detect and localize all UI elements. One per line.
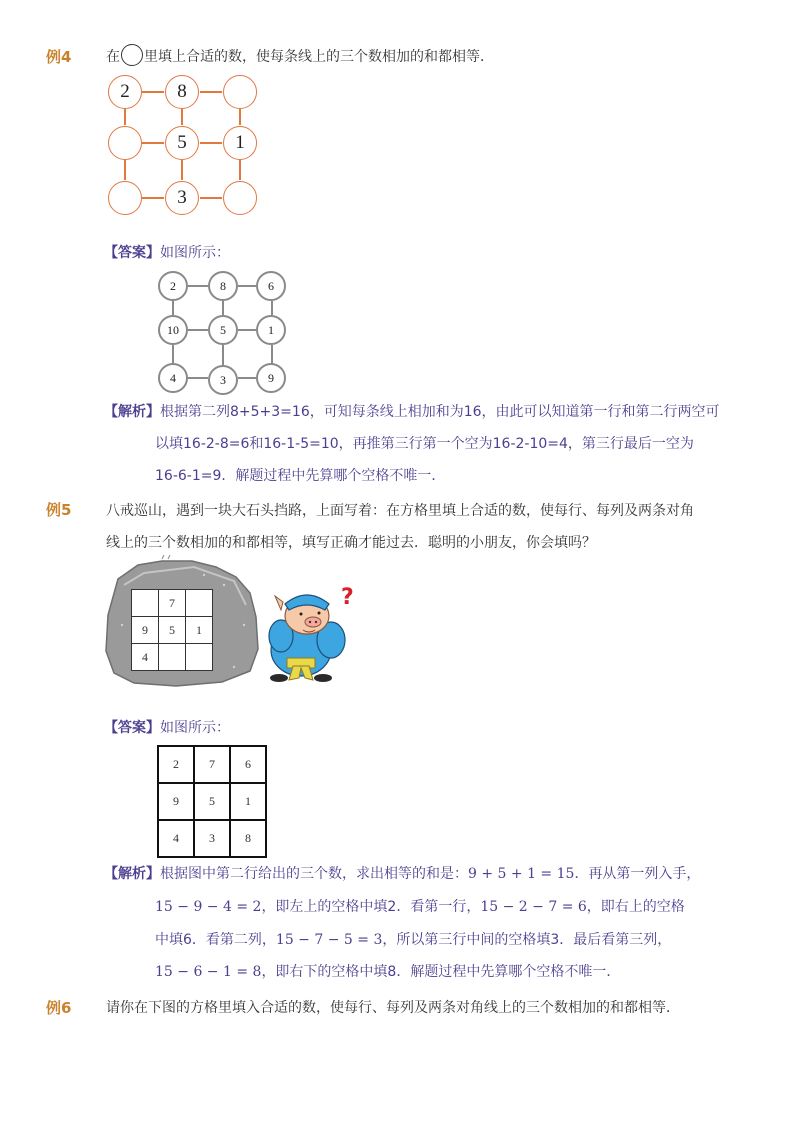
grid-line xyxy=(172,345,174,363)
answer-circle: 5 xyxy=(208,315,238,345)
math-expression: 15 − 2 − 7 = 6 xyxy=(480,899,587,915)
analysis-text: 中填6．看第二列， xyxy=(155,932,276,948)
answer-circle: 6 xyxy=(256,271,286,301)
grid-cell xyxy=(132,590,159,617)
grid-circle: 2 xyxy=(108,75,142,109)
grid-line xyxy=(142,142,164,144)
question-prefix: 在 xyxy=(106,49,120,65)
analysis-text: ，所以第三行中间的空格填3．最后看第三列， xyxy=(382,932,672,948)
grid-line xyxy=(188,329,208,331)
circle-symbol-icon xyxy=(121,44,143,66)
example-5-analysis-line xyxy=(104,864,700,884)
analysis-line: 根据第二列8+5+3=16，可知每条线上相加和为16，由此可以知道第一行和第二行两空可 xyxy=(160,404,720,420)
math-expression: 15 − 9 − 4 = 2 xyxy=(155,899,262,915)
analysis-text: ，即右上的空格 xyxy=(586,899,685,915)
grid-cell xyxy=(186,590,213,617)
grid-line xyxy=(181,160,183,180)
grid-cell: 6 xyxy=(230,746,266,783)
grid-cell: 7 xyxy=(159,590,186,617)
grid-circle: 8 xyxy=(165,75,199,109)
analysis-text: ，即右下的空格中填8．解题过程中先算哪个空格不唯一． xyxy=(261,964,621,980)
grid-circle: 3 xyxy=(165,181,199,215)
grid-cell: 4 xyxy=(158,820,194,857)
grid-line xyxy=(238,329,256,331)
grid-cell: 1 xyxy=(186,617,213,644)
analysis-tag: 【解析】 xyxy=(104,866,160,882)
math-expression: 15 − 7 − 5 = 3 xyxy=(275,932,383,948)
grid-cell: 2 xyxy=(158,746,194,783)
grid-cell: 7 xyxy=(194,746,230,783)
grid-line xyxy=(142,197,164,199)
analysis-text: ，即左上的空格中填2．看第一行， xyxy=(261,899,481,915)
grid-line xyxy=(200,142,222,144)
answer-circle: 3 xyxy=(208,365,238,395)
example-4-label: 例4 xyxy=(46,48,72,66)
answer-tag: 【答案】 xyxy=(104,720,160,736)
grid-cell: 4 xyxy=(132,644,159,671)
grid-line xyxy=(222,301,224,315)
answer-circle: 10 xyxy=(158,315,188,345)
grid-line xyxy=(181,109,183,125)
example-4-analysis xyxy=(104,402,720,422)
grid-line xyxy=(188,377,208,379)
answer-circle: 9 xyxy=(256,363,286,393)
grid-circle xyxy=(108,181,142,215)
grid-cell: 8 xyxy=(230,820,266,857)
grid-line xyxy=(188,285,208,287)
example-6-question: 请你在下图的方格里填入合适的数，使每行、每列及两条对角线上的三个数相加的和都相等． xyxy=(106,1000,680,1016)
example-4-question xyxy=(106,46,494,68)
grid-circle xyxy=(223,75,257,109)
grid-line xyxy=(238,285,256,287)
grid-line xyxy=(239,109,241,125)
grid-circle: 5 xyxy=(165,126,199,160)
grid-line xyxy=(238,377,256,379)
math-expression: 9 + 5 + 1 = 15 xyxy=(468,866,575,882)
answer-circle: 2 xyxy=(158,271,188,301)
answer-circle: 1 xyxy=(256,315,286,345)
analysis-tag: 【解析】 xyxy=(104,404,160,420)
grid-line xyxy=(239,160,241,180)
grid-line xyxy=(200,197,222,199)
question-mark-icon: ? xyxy=(341,585,354,610)
example-5-analysis-line xyxy=(155,930,671,950)
grid-line xyxy=(222,345,224,365)
example-5-analysis-line xyxy=(155,962,620,982)
example-5-analysis-line xyxy=(155,897,685,917)
grid-cell: 1 xyxy=(230,783,266,820)
boulder-puzzle-grid xyxy=(131,589,213,671)
analysis-text: ．再从第一列入手， xyxy=(574,866,701,882)
math-expression: 15 − 6 − 1 = 8 xyxy=(155,964,262,980)
answer-circle: 8 xyxy=(208,271,238,301)
example-5-question-line: 八戒巡山，遇到一块大石头挡路，上面写着：在方格里填上合适的数，使每行、每列及两条对角 xyxy=(106,503,694,519)
grid-cell: 9 xyxy=(158,783,194,820)
example-5-label: 例5 xyxy=(46,501,72,519)
grid-cell xyxy=(186,644,213,671)
grid-cell xyxy=(159,644,186,671)
grid-line xyxy=(271,345,273,365)
analysis-line: 以填16-2-8=6和16-1-5=10，再推第三行第一个空为16-2-10=4，第三行最后一空为 xyxy=(155,436,694,452)
answer-tag: 【答案】 xyxy=(104,245,160,261)
grid-cell: 3 xyxy=(194,820,230,857)
grid-cell: 5 xyxy=(159,617,186,644)
grid-line xyxy=(142,91,164,93)
grid-circle xyxy=(223,181,257,215)
example-6-label: 例6 xyxy=(46,999,72,1017)
analysis-text: 根据图中第二行给出的三个数，求出相等的和是： xyxy=(160,866,468,882)
answer-text: 如图所示： xyxy=(160,720,230,736)
example-5-answer xyxy=(104,718,230,738)
analysis-line: 16-6-1=9．解题过程中先算哪个空格不唯一． xyxy=(155,468,446,484)
grid-line xyxy=(172,301,174,315)
pigsy-cartoon-image xyxy=(265,580,361,684)
answer-circle: 4 xyxy=(158,363,188,393)
grid-circle xyxy=(108,126,142,160)
example-5-question-line: 线上的三个数相加的和都相等，填写正确才能过去．聪明的小朋友，你会填吗？ xyxy=(106,535,596,551)
grid-line xyxy=(200,91,222,93)
answer-text: 如图所示： xyxy=(160,245,230,261)
grid-circle: 1 xyxy=(223,126,257,160)
grid-line xyxy=(271,301,273,315)
grid-line xyxy=(124,160,126,180)
example-4-answer xyxy=(104,243,230,263)
grid-cell: 9 xyxy=(132,617,159,644)
answer-magic-square xyxy=(157,745,267,858)
question-suffix: 里填上合适的数，使每条线上的三个数相加的和都相等． xyxy=(144,49,494,65)
grid-cell: 5 xyxy=(194,783,230,820)
grid-line xyxy=(124,109,126,125)
